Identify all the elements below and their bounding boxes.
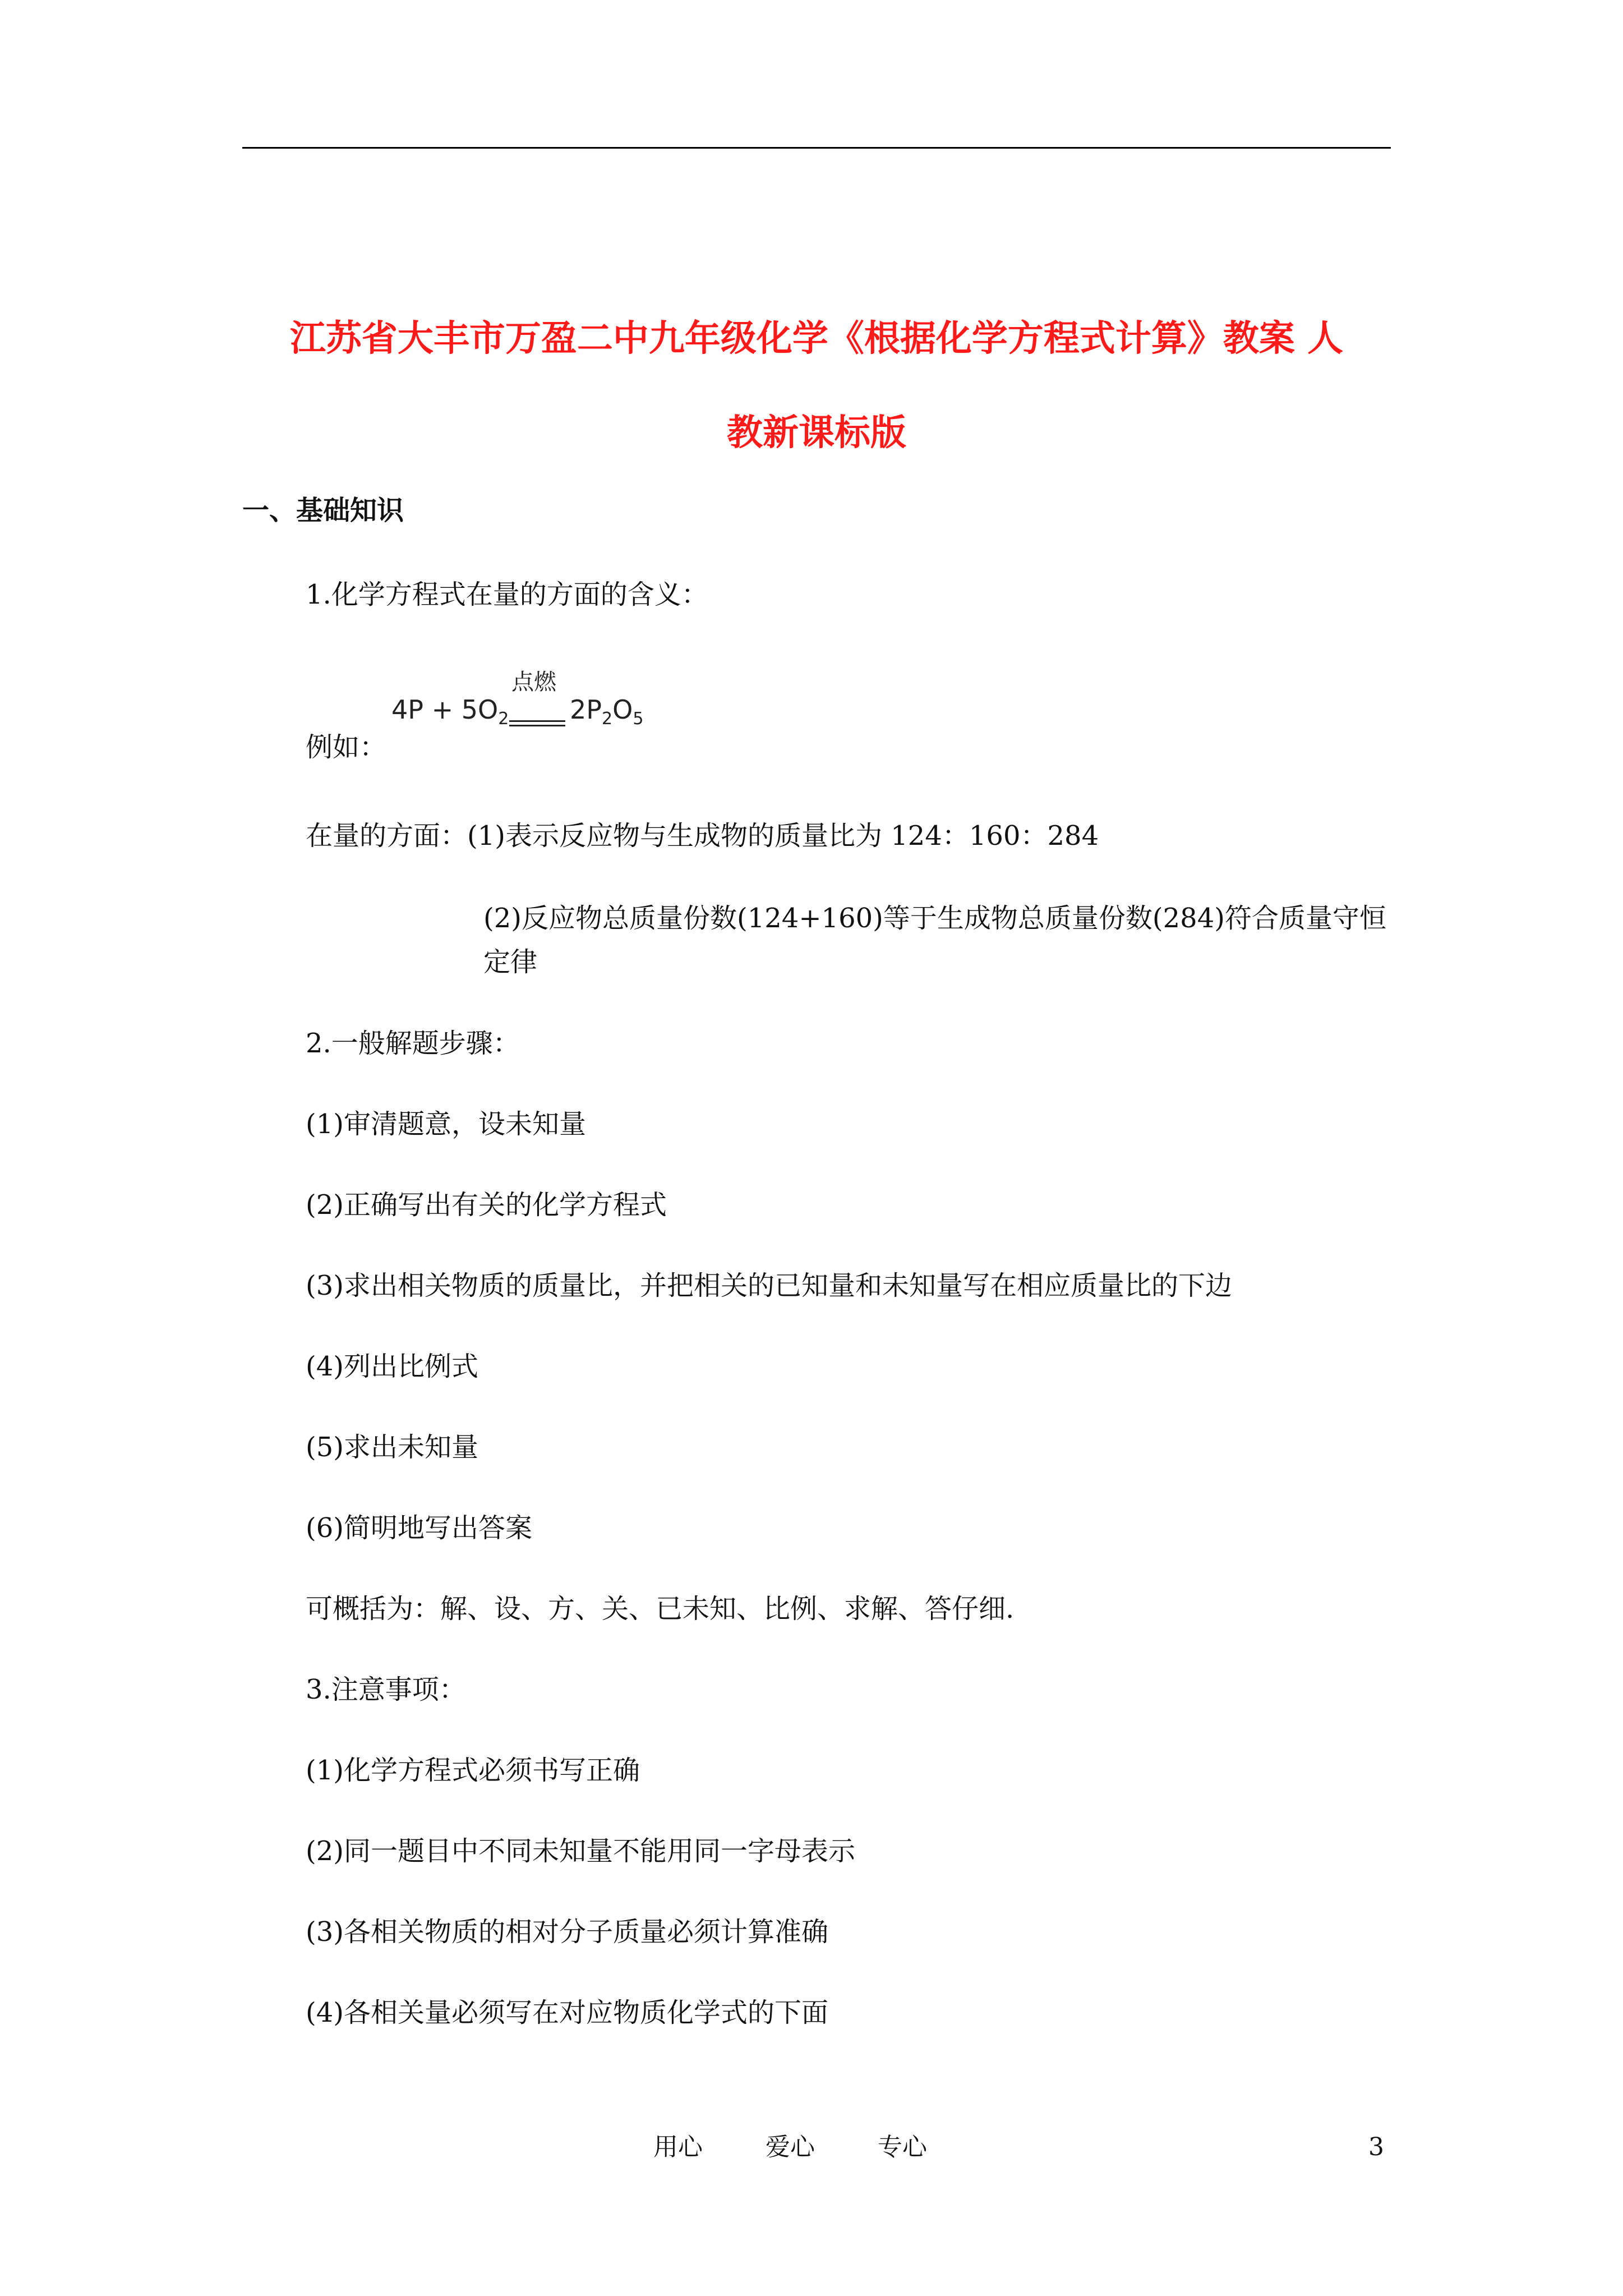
meaning-2: (2)反应物总质量份数(124+160)等于生成物总质量份数(284)符合质量守恒定律 [483,903,1386,978]
example-label: 例如： [306,731,387,763]
section-heading-basics: 一、基础知识 [242,495,404,526]
equation-condition: 点燃 [511,669,556,695]
note-1: (1)化学方程式必须书写正确 [306,1755,640,1786]
steps-summary: 可概括为：解、设、方、关、已未知、比例、求解、答仔细. [306,1593,1015,1625]
footer-slogan-3: 专心 [878,2133,927,2161]
step-3: (3)求出相关物质的质量比，并把相关的已知量和未知量写在相应质量比的下边 [306,1270,1232,1301]
page-title [242,292,1391,480]
meaning-1: 在量的方面：(1)表示反应物与生成物的质量比为 124：160：284 [306,820,1099,852]
item3-heading: 3.注意事项： [306,1674,466,1705]
note-2: (2)同一题目中不同未知量不能用同一字母表示 [306,1835,855,1867]
item1-heading: 1.化学方程式在量的方面的含义： [306,579,708,610]
title-line-1: 江苏省大丰市万盈二中九年级化学《根据化学方程式计算》教案 人 [289,318,1344,360]
equation-double-line-bottom [509,725,565,726]
equation-product: $2P_2O_5$ [570,694,644,729]
header-rule [242,147,1391,149]
footer-slogan-2: 爱心 [766,2133,815,2161]
step-4: (4)列出比例式 [306,1351,478,1382]
note-3: (3)各相关物质的相对分子质量必须计算准确 [306,1916,828,1948]
page-number: 3 [1368,2133,1384,2161]
equation-reactants: $4P + 5O_2$ [391,694,509,729]
step-5: (5)求出未知量 [306,1432,478,1463]
chemical-equation [391,664,683,731]
step-6: (6)简明地写出答案 [306,1512,532,1544]
step-1: (1)审清题意，设未知量 [306,1108,586,1140]
footer-slogan-1: 用心 [653,2133,703,2161]
step-2: (2)正确写出有关的化学方程式 [306,1189,667,1221]
note-4: (4)各相关量必须写在对应物质化学式的下面 [306,1997,828,2028]
item2-heading: 2.一般解题步骤： [306,1028,520,1059]
title-line-2: 教新课标版 [727,412,906,454]
equation-double-line-top [509,720,565,722]
